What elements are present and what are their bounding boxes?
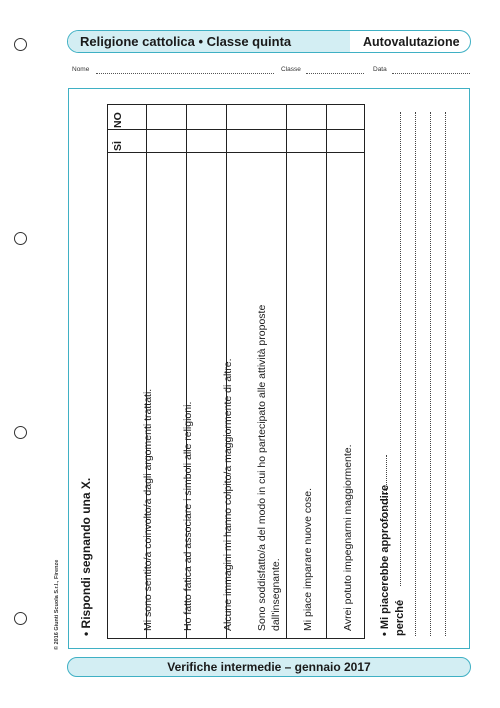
- header-bar: [67, 30, 471, 53]
- header-title-panel: [68, 31, 350, 52]
- yes-checkbox-cell[interactable]: [186, 129, 226, 152]
- name-label: Nome: [72, 66, 90, 73]
- answer-line[interactable]: [430, 112, 431, 636]
- statement-text: Mi sono sentito/a coinvolto/a dagli argomenti trattati.: [142, 388, 154, 631]
- binder-hole-lower: [14, 426, 27, 439]
- answer-line-perche[interactable]: [400, 112, 401, 586]
- answer-line-approfondire[interactable]: [386, 455, 387, 527]
- no-checkbox-cell[interactable]: [326, 105, 365, 129]
- footer-bar: [67, 657, 471, 677]
- page-subject-title: Religione cattolica • Classe quinta: [80, 34, 292, 49]
- no-checkbox-cell[interactable]: [186, 105, 226, 129]
- answer-line[interactable]: [415, 112, 416, 636]
- date-label: Data: [373, 66, 387, 73]
- table-col-divider: [326, 105, 327, 638]
- class-label: Classe: [281, 66, 301, 73]
- instruction-text: • Rispondi segnando una X.: [79, 477, 93, 636]
- no-checkbox-cell[interactable]: [226, 105, 286, 129]
- section-tag: Autovalutazione: [363, 35, 460, 49]
- statement-text: Ho fatto fatica ad associare i simboli alle religioni.: [182, 401, 194, 631]
- yes-checkbox-cell[interactable]: [146, 129, 186, 152]
- no-header-label: NO: [112, 112, 124, 128]
- yes-checkbox-cell[interactable]: [226, 129, 286, 152]
- yes-header-label: SÌ: [112, 141, 124, 151]
- name-field[interactable]: [96, 73, 274, 74]
- binder-hole-bottom: [14, 612, 27, 625]
- statement-text: Avrei potuto impegnarmi maggiormente.: [342, 444, 354, 631]
- statement-text-line-1: Sono soddisfatto/a del modo in cui ho partecipato alle attività proposte: [256, 304, 268, 631]
- copyright-text: © 2016 Giunti Scuola S.r.l., Firenze: [54, 559, 60, 650]
- student-info-row: [72, 66, 472, 78]
- binder-hole-top: [14, 38, 27, 51]
- footer-text: Verifiche intermedie – gennaio 2017: [167, 660, 371, 674]
- statement-text: Mi piace imparare nuove cose.: [302, 488, 314, 631]
- yes-checkbox-cell[interactable]: [286, 129, 326, 152]
- date-field[interactable]: [392, 73, 470, 74]
- no-checkbox-cell[interactable]: [146, 105, 186, 129]
- no-checkbox-cell[interactable]: [286, 105, 326, 129]
- binder-hole-upper: [14, 232, 27, 245]
- question-approfondire-text: • Mi piacerebbe approfondire: [379, 484, 391, 636]
- question-perche-text: perché: [394, 599, 406, 636]
- answer-line[interactable]: [445, 112, 446, 636]
- yes-checkbox-cell[interactable]: [326, 129, 365, 152]
- statement-text: Alcune immagini mi hanno colpito/a maggiormente di altre.: [222, 358, 234, 631]
- statement-text-line-2: dall'insegnante.: [270, 558, 282, 631]
- table-col-divider: [286, 105, 287, 638]
- class-field[interactable]: [306, 73, 364, 74]
- table-header-divider: [108, 152, 364, 153]
